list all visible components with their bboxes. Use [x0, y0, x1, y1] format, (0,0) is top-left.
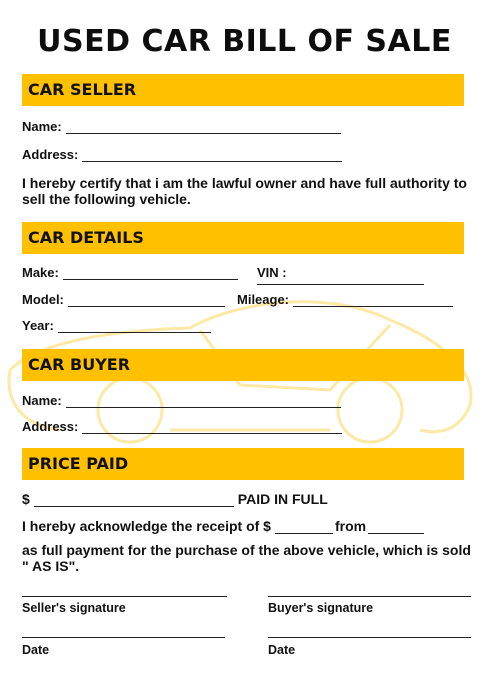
buyer-address-field[interactable] [22, 419, 342, 434]
seller-date-line[interactable] [22, 637, 225, 638]
seller-date-label: Date [22, 643, 50, 657]
buyer-name-label: Name: [22, 393, 62, 408]
price-amount-line[interactable] [34, 494, 234, 507]
section-price-paid: PRICE PAID [22, 448, 464, 480]
buyer-signature-line[interactable] [268, 596, 471, 597]
seller-address-line[interactable] [82, 149, 342, 162]
buyer-name-field[interactable] [22, 393, 341, 408]
seller-certify-text: I hereby certify that i am the lawful owner and have full authority to sell the following vehicle. [22, 175, 467, 207]
section-car-buyer: CAR BUYER [22, 349, 464, 381]
vin-label: VIN : [257, 265, 287, 280]
receipt-from-label: from [334, 518, 367, 534]
seller-address-label: Address: [22, 147, 79, 162]
receipt-from-line[interactable] [368, 521, 424, 534]
seller-name-label: Name: [22, 119, 62, 134]
model-field[interactable] [22, 292, 225, 307]
vin-field[interactable] [257, 265, 287, 280]
buyer-date-line[interactable] [268, 637, 471, 638]
page-title: USED CAR BILL OF SALE [37, 24, 452, 59]
buyer-date-label: Date [268, 643, 296, 657]
buyer-address-label: Address: [22, 419, 79, 434]
receipt-prefix: I hereby acknowledge the receipt of $ [22, 518, 271, 534]
buyer-signature-label: Buyer's signature [268, 601, 374, 615]
model-label: Model: [22, 292, 64, 307]
buyer-name-line[interactable] [66, 395, 341, 408]
make-label: Make: [22, 265, 59, 280]
price-amount-field[interactable] [22, 491, 328, 507]
mileage-label: Mileage: [237, 292, 290, 307]
receipt-field[interactable] [22, 518, 424, 534]
mileage-line[interactable] [293, 294, 453, 307]
vin-line[interactable] [257, 284, 424, 285]
make-line[interactable] [63, 267, 238, 280]
currency-symbol: $ [22, 491, 30, 507]
seller-name-field[interactable] [22, 119, 341, 134]
seller-signature-label: Seller's signature [22, 601, 126, 615]
seller-name-line[interactable] [66, 121, 341, 134]
year-line[interactable] [58, 320, 211, 333]
year-field[interactable] [22, 318, 211, 333]
model-line[interactable] [68, 294, 225, 307]
payment-text: as full payment for the purchase of the above vehicle, which is sold " AS IS". [22, 542, 471, 574]
seller-signature-line[interactable] [22, 596, 227, 597]
mileage-field[interactable] [237, 292, 453, 307]
year-label: Year: [22, 318, 54, 333]
section-car-details: CAR DETAILS [22, 222, 464, 254]
receipt-amount-line[interactable] [275, 521, 333, 534]
buyer-address-line[interactable] [82, 421, 342, 434]
seller-address-field[interactable] [22, 147, 342, 162]
paid-in-full-label: PAID IN FULL [237, 491, 328, 507]
section-car-seller: CAR SELLER [22, 74, 464, 106]
make-field[interactable] [22, 265, 238, 280]
